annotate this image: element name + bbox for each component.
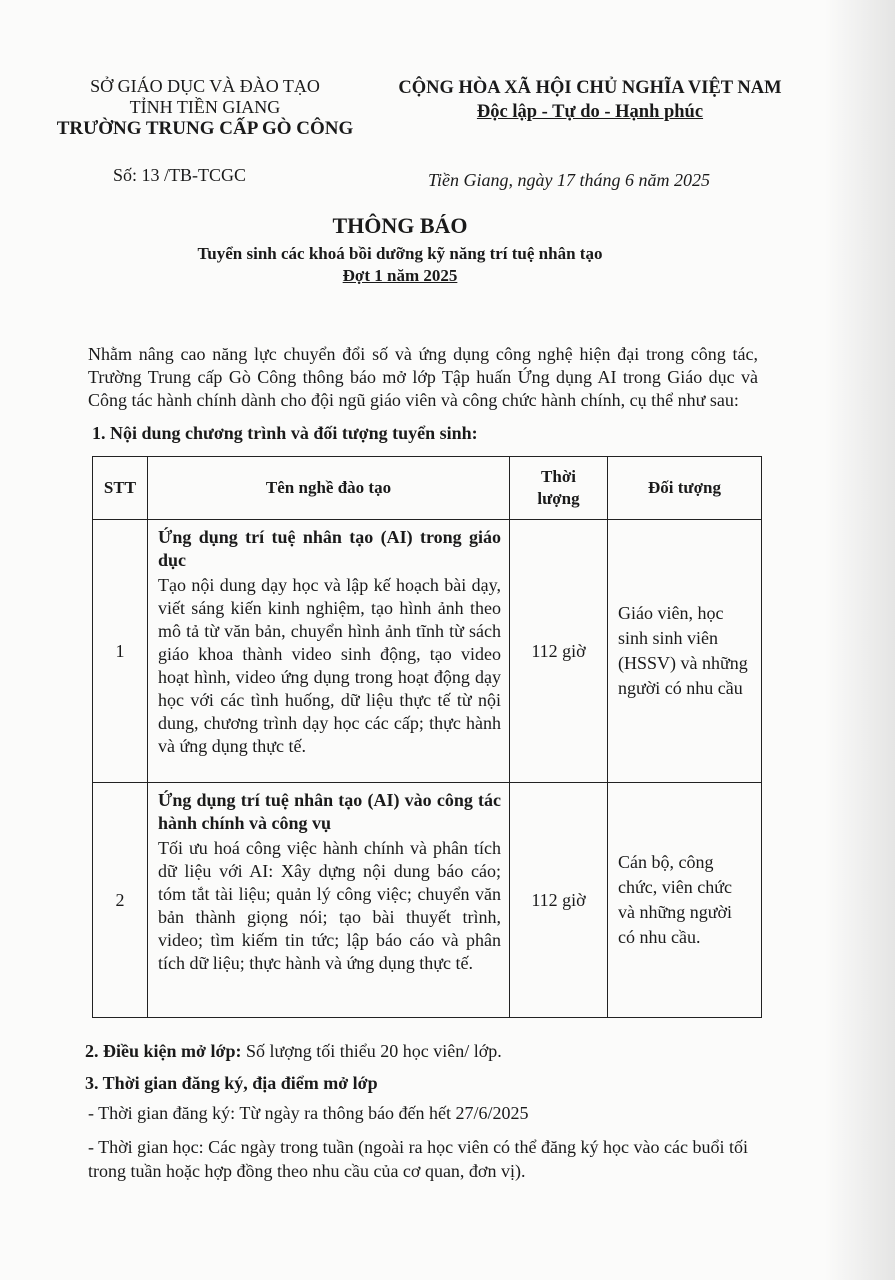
document-round: Đợt 1 năm 2025 [342,266,458,285]
section-2-label: 2. Điều kiện mở lớp: [85,1041,242,1061]
program-description: Tạo nội dung dạy học và lập kế hoạch bài dạy, viết sáng kiến kinh nghiệm, tạo hình ảnh theo mô tả từ văn bản, chuyển hình ảnh tĩnh từ sách giáo khoa thành video sinh động, tạo video hoạt hình, video ứng dụng trong hoạt động dạy học với các tình huống, dữ liệu thực tế từ nội dung, chương trình dạy học các cấp; thực hành và ứng dụng thực tế. [158,575,501,756]
row-target: Cán bộ, công chức, viên chức và những người có nhu cầu. [608,783,762,1018]
header-stt: STT [93,457,148,520]
row-duration: 112 giờ [510,783,608,1018]
header-duration [510,457,608,520]
section-2 [85,1041,502,1062]
header-right [370,76,810,124]
country-name: CỘNG HÒA XÃ HỘI CHỦ NGHĨA VIỆT NAM [398,78,782,98]
header-left [40,76,370,139]
program-table [92,456,762,1018]
row-stt: 2 [93,783,148,1018]
province-name: TỈNH TIỀN GIANG [129,97,281,117]
table-row [93,783,762,1018]
intro-paragraph [88,320,758,412]
document-title: THÔNG BÁO [332,213,468,238]
row-program [148,783,510,1018]
row-program [148,520,510,783]
program-title: Ứng dụng trí tuệ nhân tạo (AI) vào công tác hành chính và công vụ [158,790,501,833]
page-edge-shadow [825,0,895,1280]
national-motto: Độc lập - Tự do - Hạnh phúc [476,102,704,122]
header-program: Tên nghề đào tạo [148,457,510,520]
header-duration-label: Thời lượng [537,467,580,508]
section-1-heading: 1. Nội dung chương trình và đối tượng tuyển sinh: [92,423,478,443]
row-stt: 1 [93,520,148,783]
document-date: Tiền Giang, ngày 17 tháng 6 năm 2025 [428,170,710,190]
program-description: Tối ưu hoá công việc hành chính và phân tích dữ liệu với AI: Xây dựng nội dung báo cáo; tóm tắt tài liệu; quản lý công việc; chuyển văn bản thành giọng nói; tạo bài thuyết trình, video; tìm kiếm tin tức; lập báo cáo và phân tích dữ liệu; thực hành và ứng dụng thực tế. [158,838,501,973]
document-number: Số: 13 /TB-TCGC [113,165,247,185]
school-name: TRƯỜNG TRUNG CẤP GÒ CÔNG [56,118,354,139]
study-time: - Thời gian học: Các ngày trong tuần (ngoài ra học viên có thể đăng ký học vào các buổi tối trong tuần hoặc hợp đồng theo nhu cầu của cơ quan, đơn vị). [88,1137,748,1181]
intro-text: Nhằm nâng cao năng lực chuyển đổi số và ứng dụng công nghệ hiện đại trong công tác, Trường Trung cấp Gò Công thông báo mở lớp Tập huấn Ứng dụng AI trong Giáo dục và Công tác hành chính dành cho đội ngũ giáo viên và công chức hành chính, cụ thể như sau: [88,344,758,410]
department-name: SỞ GIÁO DỤC VÀ ĐÀO TẠO [90,76,320,96]
section-2-text: Số lượng tối thiểu 20 học viên/ lớp. [241,1041,502,1061]
document-subtitle: Tuyển sinh các khoá bồi dưỡng kỹ năng trí tuệ nhân tạo [197,244,603,263]
header-target: Đối tượng [608,457,762,520]
table-row [93,520,762,783]
registration-time: - Thời gian đăng ký: Từ ngày ra thông báo đến hết 27/6/2025 [88,1103,529,1123]
row-duration: 112 giờ [510,520,608,783]
row-target: Giáo viên, học sinh sinh viên (HSSV) và những người có nhu cầu [608,520,762,783]
table-header-row [93,457,762,520]
program-title: Ứng dụng trí tuệ nhân tạo (AI) trong giáo dục [158,527,501,570]
section-3-heading: 3. Thời gian đăng ký, địa điểm mở lớp [85,1073,378,1093]
